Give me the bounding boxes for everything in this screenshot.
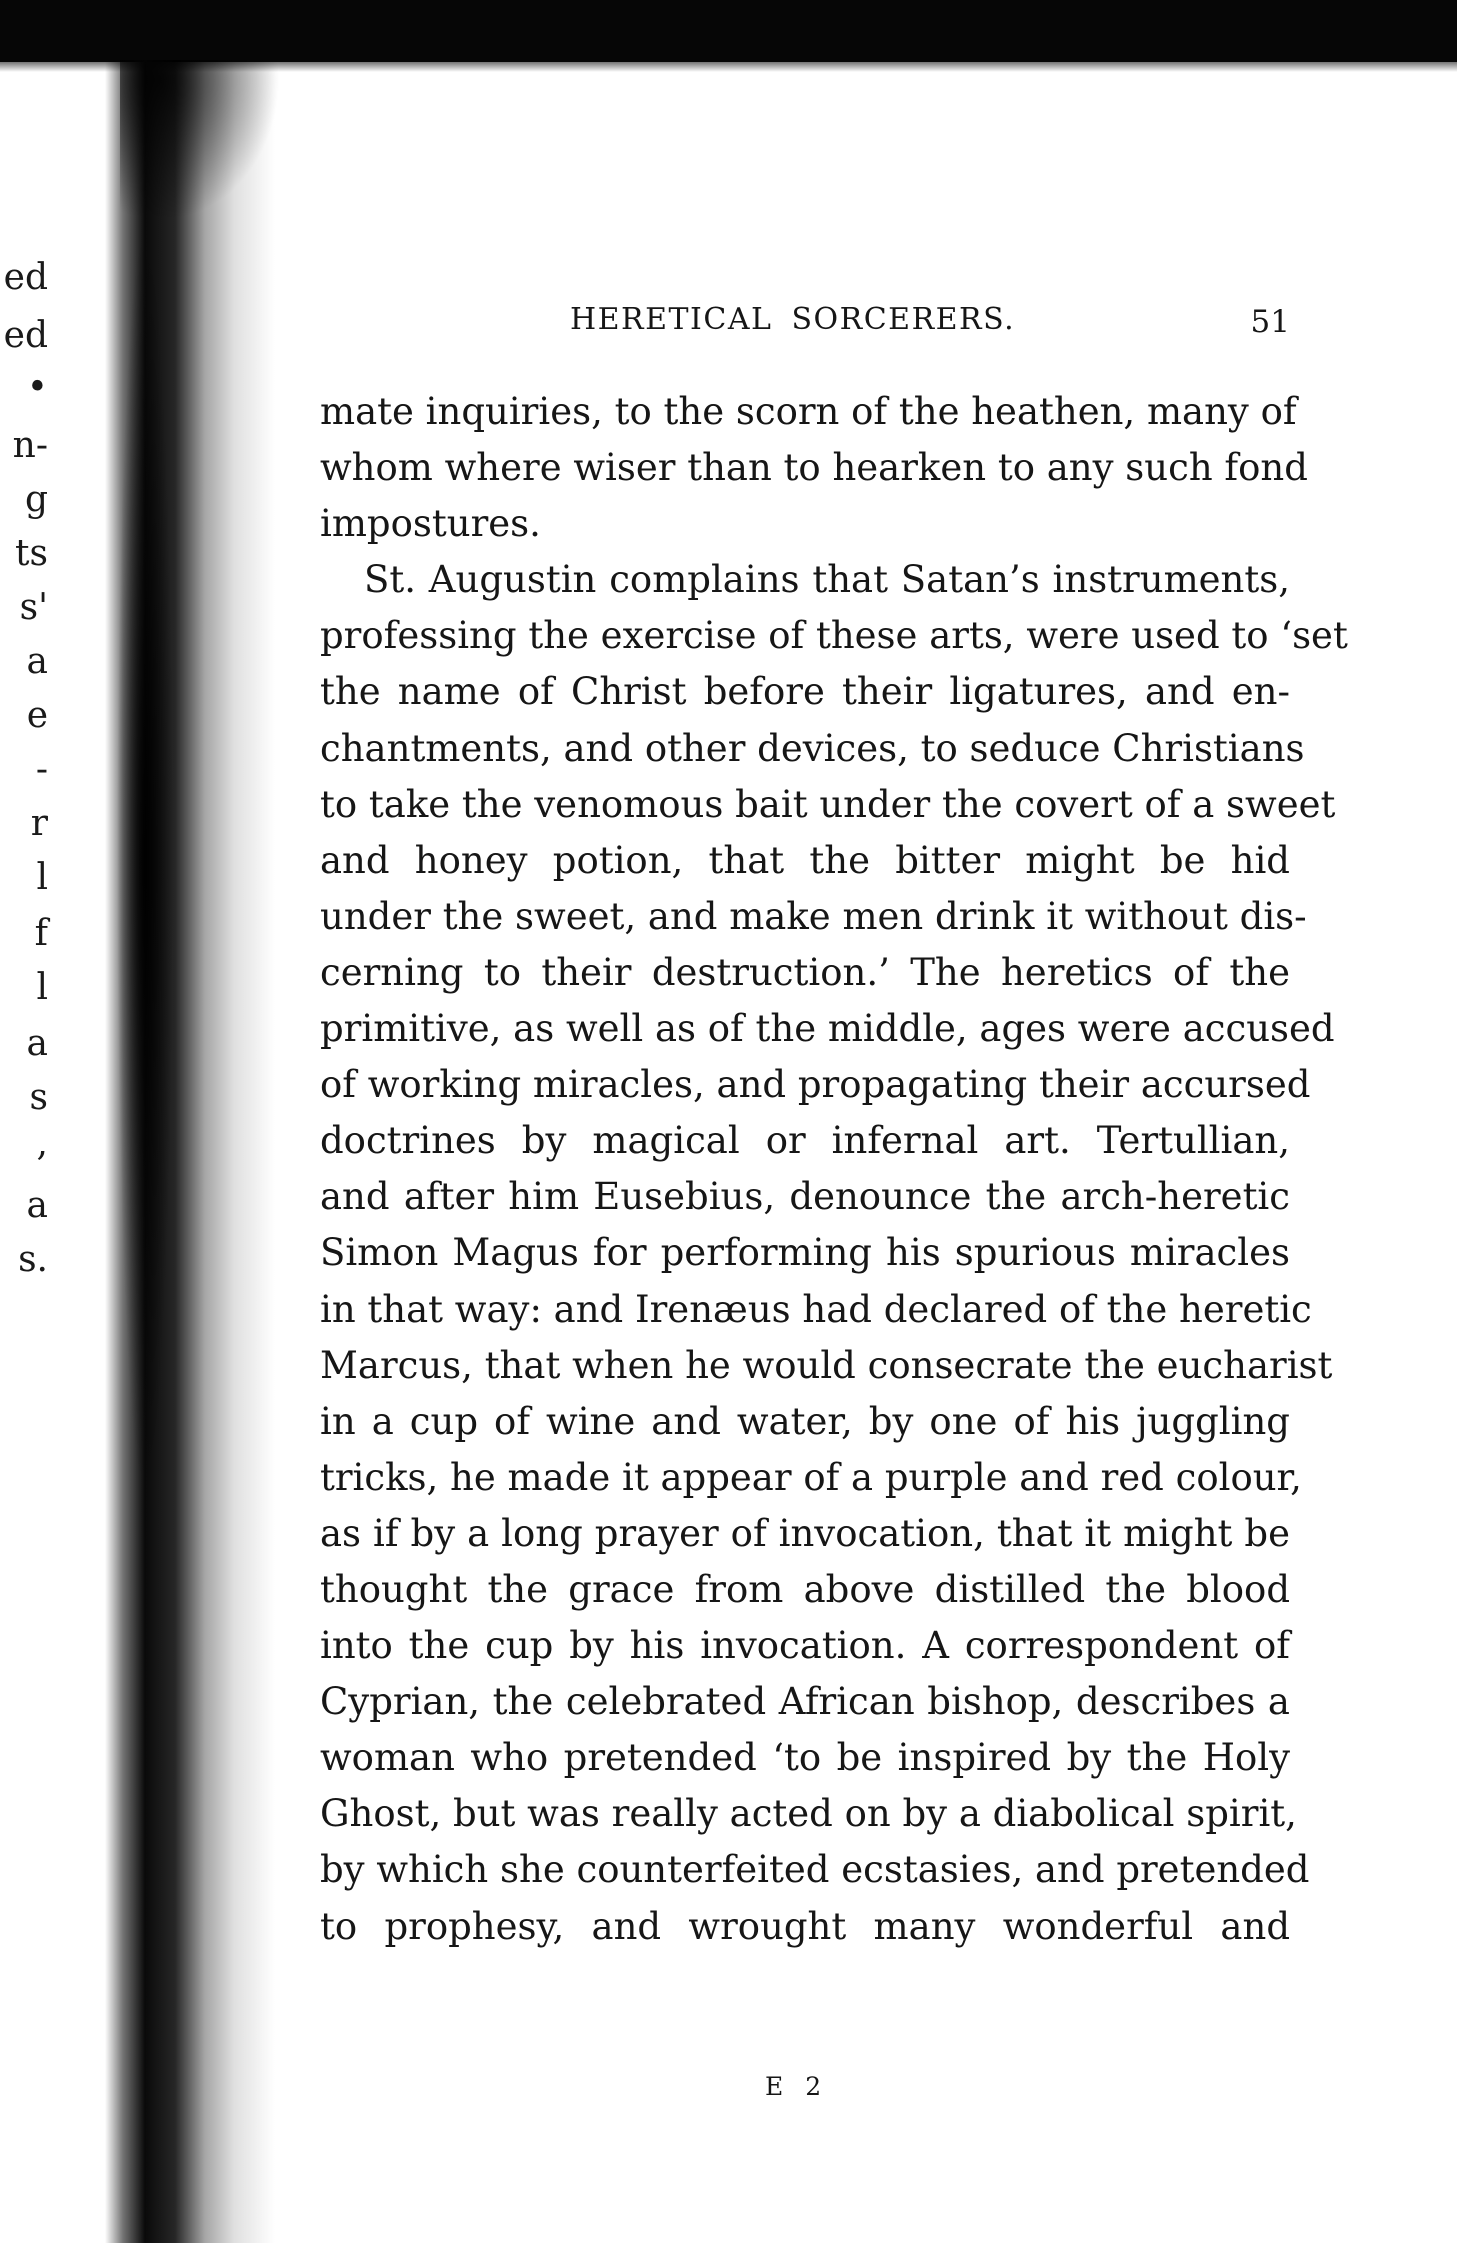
- text-line: professing the exercise of these arts, were used to ‘set: [320, 614, 1348, 658]
- text-line: cerning to their destruction.’ The heretics of the: [320, 950, 1290, 994]
- facing-page-fragment: a: [26, 1185, 48, 1226]
- text-line: and honey potion, that the bitter might be hid: [320, 838, 1290, 882]
- facing-page-fragment: f: [34, 913, 48, 954]
- body-text: [320, 384, 1348, 1955]
- paragraph-first-line: St. Augustin complains that Satan’s instruments,: [364, 558, 1290, 602]
- text-line: the name of Christ before their ligatures, and en-: [320, 670, 1290, 714]
- facing-page-fragment: ed: [3, 257, 48, 298]
- text-line: under the sweet, and make men drink it without dis-: [320, 894, 1307, 938]
- text-line: into the cup by his invocation. A correspondent of: [320, 1624, 1290, 1668]
- text-line: doctrines by magical or infernal art. Tertullian,: [320, 1119, 1290, 1163]
- facing-page-fragment: s: [29, 1077, 48, 1118]
- text-line: impostures.: [320, 502, 541, 546]
- text-line: mate inquiries, to the scorn of the heathen, many of: [320, 390, 1297, 433]
- facing-page-fragment: s.: [18, 1239, 48, 1280]
- facing-page-edge: [0, 60, 110, 2243]
- facing-page-fragment: ,: [36, 1123, 48, 1164]
- text-line: woman who pretended ‘to be inspired by the Holy: [320, 1736, 1290, 1780]
- text-line: Ghost, but was really acted on by a diabolical spirit,: [320, 1792, 1297, 1836]
- text-line: Simon Magus for performing his spurious miracles: [320, 1231, 1290, 1275]
- running-head: [320, 290, 1290, 338]
- gutter-upper-shadow: [120, 60, 360, 320]
- facing-page-fragment: a: [26, 1023, 48, 1064]
- text-line: in that way: and Irenæus had declared of the heretic: [320, 1287, 1312, 1331]
- facing-page-fragment: a: [26, 641, 48, 682]
- text-line: thought the grace from above distilled the blood: [320, 1567, 1290, 1611]
- facing-page-fragment: r: [30, 803, 48, 844]
- facing-page-fragment: e: [26, 695, 48, 736]
- running-head-title: HERETICAL SORCERERS.: [570, 302, 1016, 337]
- facing-page-fragment: ts: [15, 533, 48, 574]
- page-number: 51: [1250, 304, 1290, 340]
- facing-page-fragment: •: [26, 367, 48, 408]
- facing-page-fragment: l: [36, 967, 48, 1008]
- text-line: chantments, and other devices, to seduce Christians: [320, 726, 1305, 770]
- facing-page-fragment: g: [24, 479, 48, 520]
- facing-page-fragment: n-: [12, 425, 48, 466]
- text-line: whom where wiser than to hearken to any such fond: [320, 446, 1308, 490]
- scan-top-shadow: [0, 0, 1457, 62]
- text-line: by which she counterfeited ecstasies, and pretended: [320, 1848, 1310, 1892]
- facing-page-fragment: -: [35, 749, 48, 790]
- text-line: Cyprian, the celebrated African bishop, describes a: [320, 1680, 1290, 1724]
- text-line: primitive, as well as of the middle, ages were accused: [320, 1007, 1335, 1051]
- text-line: to prophesy, and wrought many wonderful and: [320, 1904, 1290, 1948]
- text-line: in a cup of wine and water, by one of his juggling: [320, 1399, 1290, 1443]
- text-line: of working miracles, and propagating their accursed: [320, 1063, 1311, 1107]
- text-line: tricks, he made it appear of a purple and red colour,: [320, 1455, 1302, 1499]
- signature-mark: E 2: [765, 2072, 829, 2101]
- book-gutter-shadow: [105, 60, 275, 2243]
- text-line: and after him Eusebius, denounce the arch-heretic: [320, 1175, 1290, 1219]
- facing-page-fragment: ed: [3, 315, 48, 356]
- text-line: to take the venomous bait under the covert of a sweet: [320, 782, 1336, 826]
- book-page: [320, 290, 1348, 2101]
- facing-page-fragment: s': [19, 587, 48, 628]
- text-line: as if by a long prayer of invocation, that it might be: [320, 1511, 1290, 1555]
- facing-page-fragment: l: [36, 857, 48, 898]
- text-line: Marcus, that when he would consecrate the eucharist: [320, 1343, 1333, 1387]
